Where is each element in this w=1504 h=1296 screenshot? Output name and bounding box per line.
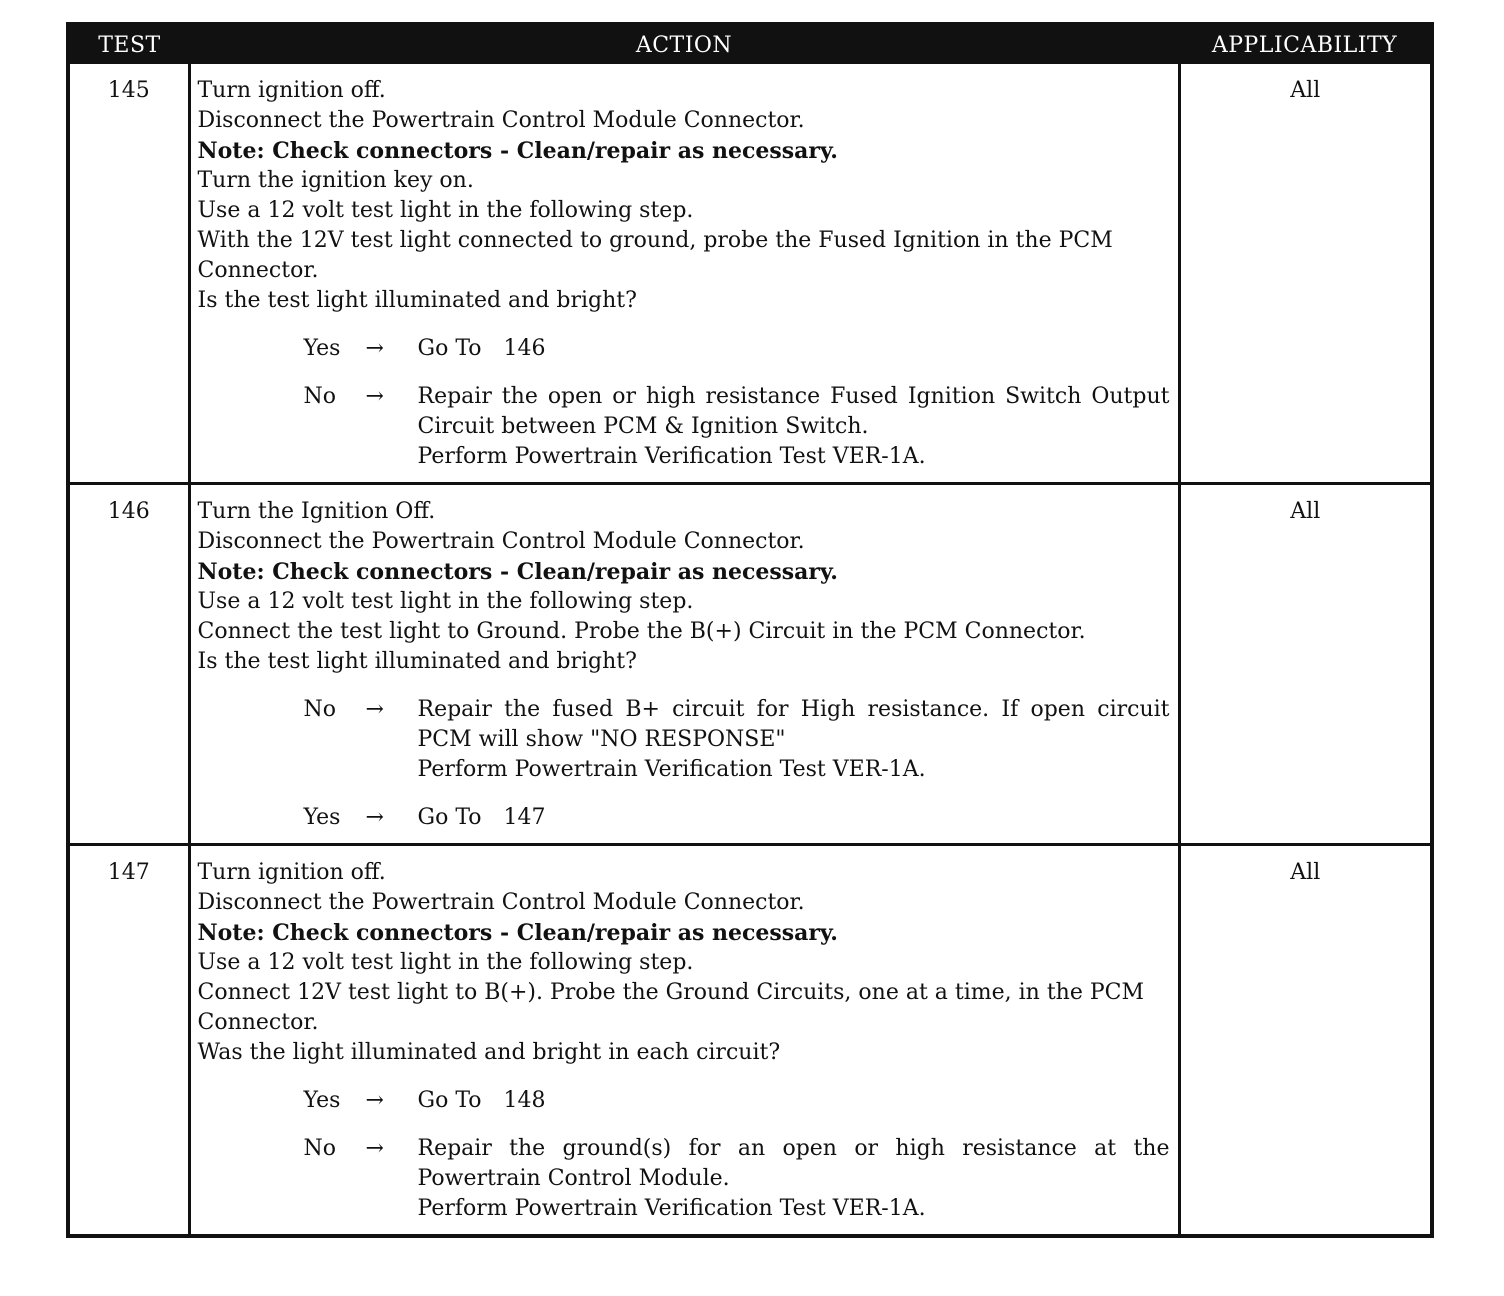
- table-body: [70, 64, 1430, 1234]
- test-number: 147: [70, 845, 189, 1235]
- arrow-right-icon: →: [365, 384, 384, 409]
- branch-line: Powertrain Control Module.: [417, 1166, 730, 1191]
- arrow-right-icon: →: [365, 1136, 384, 1161]
- branch-label: No: [303, 697, 336, 722]
- branch-text: [418, 334, 1170, 364]
- branch-no: [198, 1134, 1170, 1224]
- branch-line: Perform Powertrain Verification Test VER-1A.: [417, 757, 926, 782]
- action-step: With the 12V test light connected to ground, probe the Fused Ignition in the PCM: [197, 228, 1113, 253]
- branch-line: PCM will show "NO RESPONSE": [417, 727, 786, 752]
- action-step: Was the light illuminated and bright in each circuit?: [197, 1040, 781, 1065]
- action-step: Use a 12 volt test light in the following step.: [197, 589, 694, 614]
- action-step: Turn the ignition key on.: [197, 168, 474, 193]
- arrow-right-icon: →: [365, 1088, 384, 1113]
- diagnostic-table: [66, 22, 1434, 1238]
- branch-line: Perform Powertrain Verification Test VER-1A.: [417, 444, 926, 469]
- note-text: Note: Check connectors - Clean/repair as necessary.: [197, 559, 838, 585]
- arrow-right-icon: →: [365, 336, 384, 361]
- branch-label: No: [303, 384, 336, 409]
- action-step: Turn ignition off.: [197, 78, 386, 103]
- action-step: Use a 12 volt test light in the following step.: [197, 198, 694, 223]
- action-cell: [189, 845, 1179, 1235]
- goto-label: Go To: [417, 1088, 482, 1113]
- branch-line: Repair the open or high resistance Fused Ignition Switch Output: [417, 384, 1170, 409]
- action-step: Turn the Ignition Off.: [197, 499, 436, 524]
- applicability-cell: All: [1179, 484, 1430, 845]
- arrow-right-icon: →: [365, 805, 384, 830]
- branch-no: [198, 695, 1170, 785]
- branch-label: Yes: [303, 336, 341, 361]
- branch-text: [418, 1134, 1170, 1224]
- action-step: Disconnect the Powertrain Control Module Connector.: [197, 529, 805, 554]
- goto-line: [418, 1086, 1170, 1116]
- header-test: TEST: [70, 26, 189, 64]
- branch-line: Circuit between PCM & Ignition Switch.: [417, 414, 869, 439]
- action-cell: [189, 64, 1179, 484]
- applicability-cell: All: [1290, 78, 1321, 103]
- action-step: Is the test light illuminated and bright?: [197, 288, 637, 313]
- branch-line: Perform Powertrain Verification Test VER-1A.: [417, 1196, 926, 1221]
- branch-list: [198, 695, 1170, 833]
- branch-label: Yes: [303, 1088, 341, 1113]
- table-row: [70, 845, 1430, 1235]
- branch-list: [198, 334, 1170, 472]
- branch-no: [198, 382, 1170, 472]
- header-action: ACTION: [189, 26, 1179, 64]
- table-row: [70, 484, 1430, 845]
- header-applicability: APPLICABILITY: [1179, 26, 1430, 64]
- branch-text: [418, 1086, 1170, 1116]
- arrow-right-icon: →: [365, 697, 384, 722]
- action-step: Is the test light illuminated and bright?: [197, 649, 637, 674]
- goto-target: 148: [503, 1088, 546, 1113]
- branch-line: Repair the ground(s) for an open or high resistance at the: [417, 1136, 1170, 1161]
- action-step: Disconnect the Powertrain Control Module Connector.: [197, 890, 805, 915]
- branch-list: [198, 1086, 1170, 1224]
- branch-label: Yes: [303, 805, 341, 830]
- goto-line: [418, 803, 1170, 833]
- branch-label: No: [303, 1136, 336, 1161]
- goto-target: 147: [503, 805, 546, 830]
- action-cell: [189, 484, 1179, 845]
- applicability-cell: All: [1179, 845, 1430, 1235]
- header-row: [70, 26, 1430, 64]
- branch-text: [418, 382, 1170, 472]
- action-step: Connector.: [197, 258, 319, 283]
- branch-text: [418, 695, 1170, 785]
- test-table: [70, 26, 1430, 1234]
- action-step: Disconnect the Powertrain Control Module Connector.: [197, 108, 805, 133]
- branch-yes: [198, 334, 1170, 364]
- note-text: Note: Check connectors - Clean/repair as necessary.: [197, 920, 838, 946]
- goto-label: Go To: [417, 805, 482, 830]
- table-row: [70, 64, 1430, 484]
- table-header: [70, 26, 1430, 64]
- branch-text: [418, 803, 1170, 833]
- branch-yes: [198, 803, 1170, 833]
- action-step: Connector.: [197, 1010, 319, 1035]
- action-step: Connect the test light to Ground. Probe the B(+) Circuit in the PCM Connector.: [197, 619, 1086, 644]
- goto-label: Go To: [417, 336, 482, 361]
- test-number: 145: [107, 78, 150, 103]
- test-number: 146: [70, 484, 189, 845]
- goto-target: 146: [503, 336, 546, 361]
- branch-yes: [198, 1086, 1170, 1116]
- note-text: Note: Check connectors - Clean/repair as necessary.: [197, 138, 838, 164]
- action-step: Use a 12 volt test light in the following step.: [197, 950, 694, 975]
- action-step: Turn ignition off.: [197, 860, 386, 885]
- action-step: Connect 12V test light to B(+). Probe the Ground Circuits, one at a time, in the PCM: [197, 980, 1145, 1005]
- branch-line: Repair the fused B+ circuit for High resistance. If open circuit: [417, 697, 1170, 722]
- goto-line: [418, 334, 1170, 364]
